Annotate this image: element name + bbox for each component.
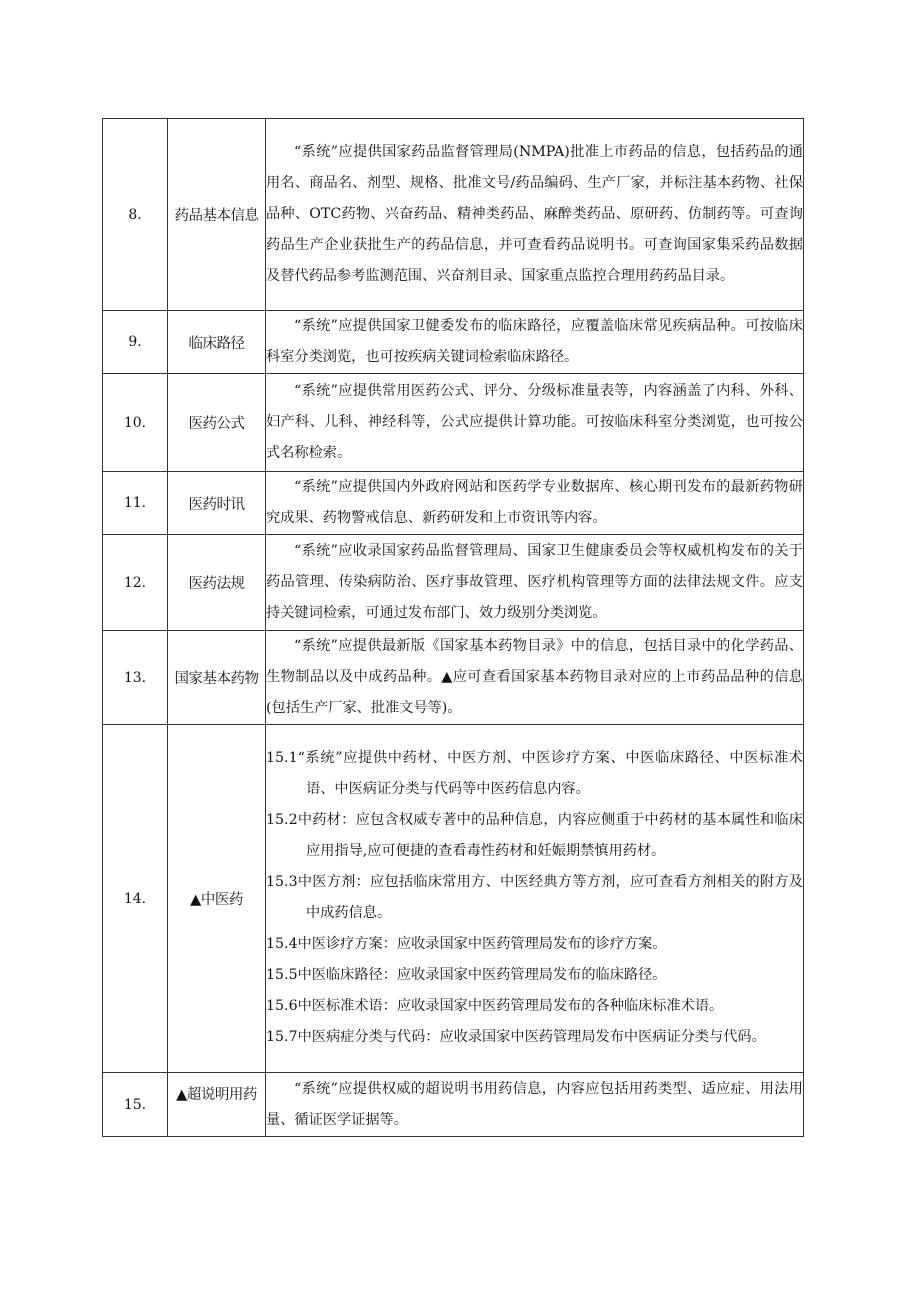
sub-item xyxy=(266,960,803,991)
item-description xyxy=(266,119,804,311)
description-text: “系统”应提供国家卫健委发布的临床路径，应覆盖临床常见疾病品种。可按临床科室分类浏览，也可按疾病关键词检索临床路径。 xyxy=(266,318,803,365)
description-text: “系统”应提供最新版《国家基本药物目录》中的信息，包括目录中的化学药品、生物制品以及中成药品种。▲应可查看国家基本药物目录对应的上市药品品种的信息(包括生产厂家、批准文号等)。 xyxy=(266,638,803,716)
description-text: “系统”应提供常用医药公式、评分、分级标准量表等，内容涵盖了内科、外科、妇产科、儿科、神经科等，公式应提供计算功能。可按临床科室分类浏览，也可按公式名称检索。 xyxy=(266,383,803,461)
item-name: 临床路径 xyxy=(168,311,266,374)
sub-item xyxy=(266,929,803,960)
item-description xyxy=(266,311,804,374)
sub-item xyxy=(266,743,803,805)
table-row xyxy=(103,631,804,725)
table-row xyxy=(103,472,804,535)
table-row xyxy=(103,1073,804,1137)
row-number: 12. xyxy=(103,535,168,631)
sub-item-number: 15.5 xyxy=(266,966,298,983)
sub-item-text: 中药材：应包含权威专著中的品种信息，内容应侧重于中药材的基本属性和临床应用指导,应可便捷的查看毒性药材和妊娠期禁慎用药材。 xyxy=(297,811,803,859)
sub-item-number: 15.6 xyxy=(266,997,298,1014)
item-description xyxy=(266,472,804,535)
row-number: 13. xyxy=(103,631,168,725)
item-description xyxy=(266,1073,804,1137)
row-number: 14. xyxy=(103,725,168,1073)
sub-item xyxy=(266,805,803,867)
item-name: 医药法规 xyxy=(168,535,266,631)
sub-item-number: 15.3 xyxy=(266,873,298,890)
item-name: ▲中医药 xyxy=(168,725,266,1073)
table-row xyxy=(103,535,804,631)
item-name: 国家基本药物 xyxy=(168,631,266,725)
row-number: 10. xyxy=(103,374,168,472)
table-row xyxy=(103,311,804,374)
table-row xyxy=(103,374,804,472)
item-name: 医药时讯 xyxy=(168,472,266,535)
description-text: “系统”应收录国家药品监督管理局、国家卫生健康委员会等权威机构发布的关于药品管理、传染病防治、医疗事故管理、医疗机构管理等方面的法律法规文件。应支持关键词检索，可通过发布部门、效力级别分类浏览。 xyxy=(266,543,803,621)
sub-item-text: 中医临床路径：应收录国家中医药管理局发布的临床路径。 xyxy=(297,966,667,983)
sub-item-text: 中医方剂：应包括临床常用方、中医经典方等方剂，应可查看方剂相关的附方及中成药信息。 xyxy=(297,873,803,921)
item-name: 药品基本信息 xyxy=(168,119,266,311)
row-number: 9. xyxy=(103,311,168,374)
requirements-table xyxy=(102,118,804,1137)
description-text: “系统”应提供国内外政府网站和医药学专业数据库、核心期刊发布的最新药物研究成果、药物警戒信息、新药研发和上市资讯等内容。 xyxy=(266,479,803,526)
sub-item-text: 中医标准术语：应收录国家中医药管理局发布的各种临床标准术语。 xyxy=(297,997,724,1014)
item-description xyxy=(266,535,804,631)
item-name: ▲超说明用药 xyxy=(168,1073,266,1137)
item-description xyxy=(266,631,804,725)
description-text: “系统”应提供国家药品监督管理局(NMPA)批准上市药品的信息，包括药品的通用名、商品名、剂型、规格、批准文号/药品编码、生产厂家，并标注基本药物、社保品种、OTC药物、兴奋药品、精神类药品、麻醉类药品、原研药、仿制药等。可查询药品生产企业获批生产的药品信息，并可查看药品说明书。可查询国家集采药品数据及替代药品参考监测范围、兴奋剂目录、国家重点监控合理用药药品目录。 xyxy=(266,144,803,284)
table-row xyxy=(103,725,804,1073)
sub-item xyxy=(266,867,803,929)
item-description xyxy=(266,725,804,1073)
sub-item xyxy=(266,991,803,1022)
sub-item-text: 中医诊疗方案：应收录国家中医药管理局发布的诊疗方案。 xyxy=(297,935,667,952)
sub-item-number: 15.2 xyxy=(266,811,298,828)
table-row xyxy=(103,119,804,311)
sub-item-number: 15.7 xyxy=(266,1028,298,1045)
description-text: “系统”应提供权威的超说明书用药信息，内容应包括用药类型、适应症、用法用量、循证医学证据等。 xyxy=(266,1080,803,1128)
sub-item-text: 中医病症分类与代码：应收录国家中医药管理局发布中医病证分类与代码。 xyxy=(297,1028,766,1045)
row-number: 15. xyxy=(103,1073,168,1137)
sub-item-number: 15.4 xyxy=(266,935,298,952)
item-description xyxy=(266,374,804,472)
sub-item xyxy=(266,1022,803,1053)
row-number: 11. xyxy=(103,472,168,535)
sub-item-text: “系统”应提供中药材、中医方剂、中医诊疗方案、中医临床路径、中医标准术语、中医病证分类与代码等中医药信息内容。 xyxy=(297,749,803,797)
row-number: 8. xyxy=(103,119,168,311)
sub-item-number: 15.1 xyxy=(266,749,298,766)
item-name: 医药公式 xyxy=(168,374,266,472)
